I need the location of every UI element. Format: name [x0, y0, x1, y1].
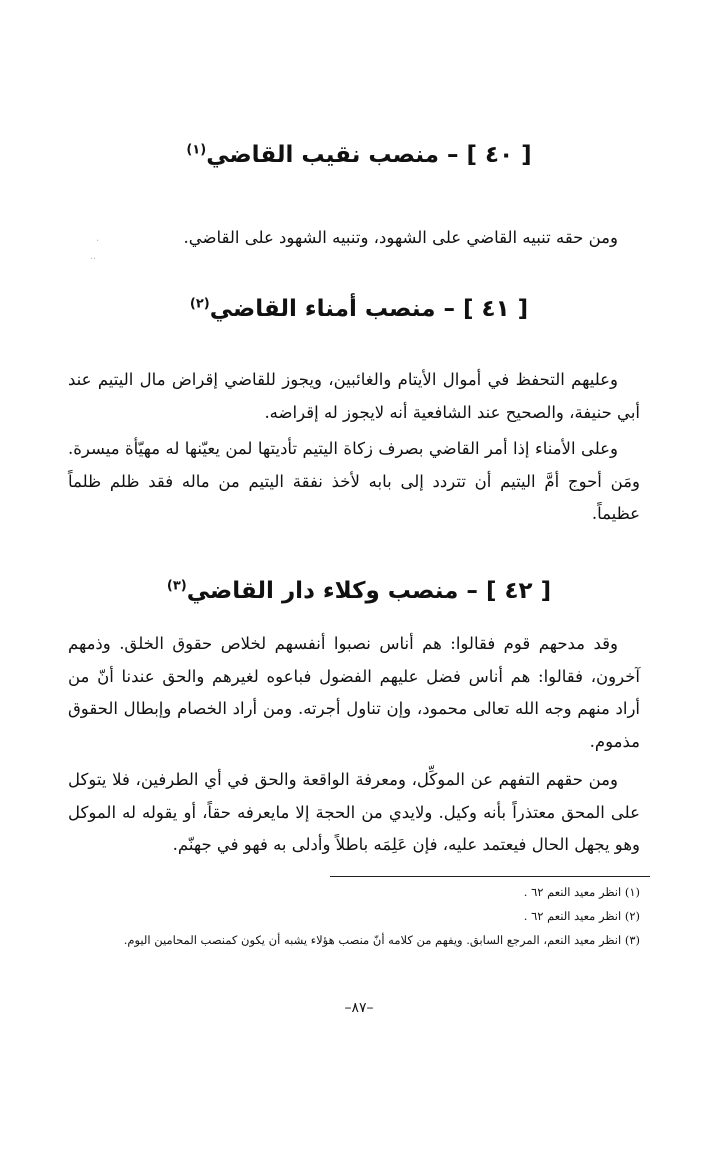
- section-number: [ ٤٠ ]: [466, 142, 532, 168]
- section-title: – منصب أمناء القاضي: [209, 296, 455, 322]
- scan-speck: ·: [96, 236, 100, 247]
- section-heading-41: [70, 292, 648, 326]
- paragraph: وقد مدحهم قوم فقالوا: هم أناس نصبوا أنفسهم لخلاص حقوق الخلق. وذمهم آخرون، فقالوا: هم أناس فضل عليهم الفضول فباعوه لغيرهم والحق عندنا أنّ من أراد منهم وجه الله تعالى محمود، وإن تناول أجرته. ومن أراد الخصام وإبطال الحقوق مذموم.: [68, 634, 640, 751]
- section-title: – منصب وكلاء دار القاضي: [186, 578, 478, 604]
- footnote-ref: (٢): [189, 296, 210, 312]
- footnote: (٣) انظر معيد النعم، المرجع السابق. ويفهم من كلامه أنّ منصب هؤلاء يشبه أن يكون كمنصب المحامين اليوم.: [123, 933, 640, 947]
- section-heading-42: [70, 574, 648, 608]
- footnote: (١) انظر معيد النعم ٦٢ .: [523, 885, 640, 899]
- section-title: – منصب نقيب القاضي: [206, 142, 459, 168]
- footnotes: [68, 880, 640, 952]
- section-body-41: [68, 364, 640, 531]
- paragraph: وعلى الأمناء إذا أمر القاضي بصرف زكاة اليتيم تأديتها لمن يعيّنها له مهيّأة ميسرة. ومَن أحوج أمَّ اليتيم أن تتردد إلى بابه لأخذ نفقة اليتيم من ماله فقد ظلم ظلماً عظيماً.: [68, 439, 640, 523]
- paragraph: وعليهم التحفظ في أموال الأيتام والغائبين، ويجوز للقاضي إقراض مال اليتيم عند أبي حنيفة، والصحيح عند الشافعية أنه لايجوز له إقراضه.: [68, 370, 640, 422]
- footnote-ref: (١): [186, 142, 207, 158]
- page-number: –٨٧–: [344, 1000, 374, 1016]
- footnote-ref: (٣): [166, 578, 187, 594]
- paragraph: ومن حقهم التفهم عن الموكِّل، ومعرفة الواقعة والحق في أي الطرفين، فلا يتوكل على المحق معتذراً بأنه وكيل. ولايدي من الحجة إلا مايعرفه حقاً، أو يقوله له الموكل وهو يجهل الحال فيعتمد عليه، فإن عَلِمَه باطلاً وأدلى به فهو في جهنّم.: [68, 770, 640, 854]
- footnote: (٢) انظر معيد النعم ٦٢ .: [523, 909, 640, 923]
- section-number: [ ٤١ ]: [463, 296, 529, 322]
- section-body-40: [68, 222, 640, 255]
- paragraph: ومن حقه تنبيه القاضي على الشهود، وتنبيه الشهود على القاضي.: [183, 228, 618, 247]
- section-heading-40: [70, 138, 648, 172]
- scan-speck: ··: [90, 254, 97, 265]
- footnote-divider: [330, 876, 650, 877]
- section-number: [ ٤٢ ]: [485, 578, 552, 604]
- section-body-42: [68, 628, 640, 862]
